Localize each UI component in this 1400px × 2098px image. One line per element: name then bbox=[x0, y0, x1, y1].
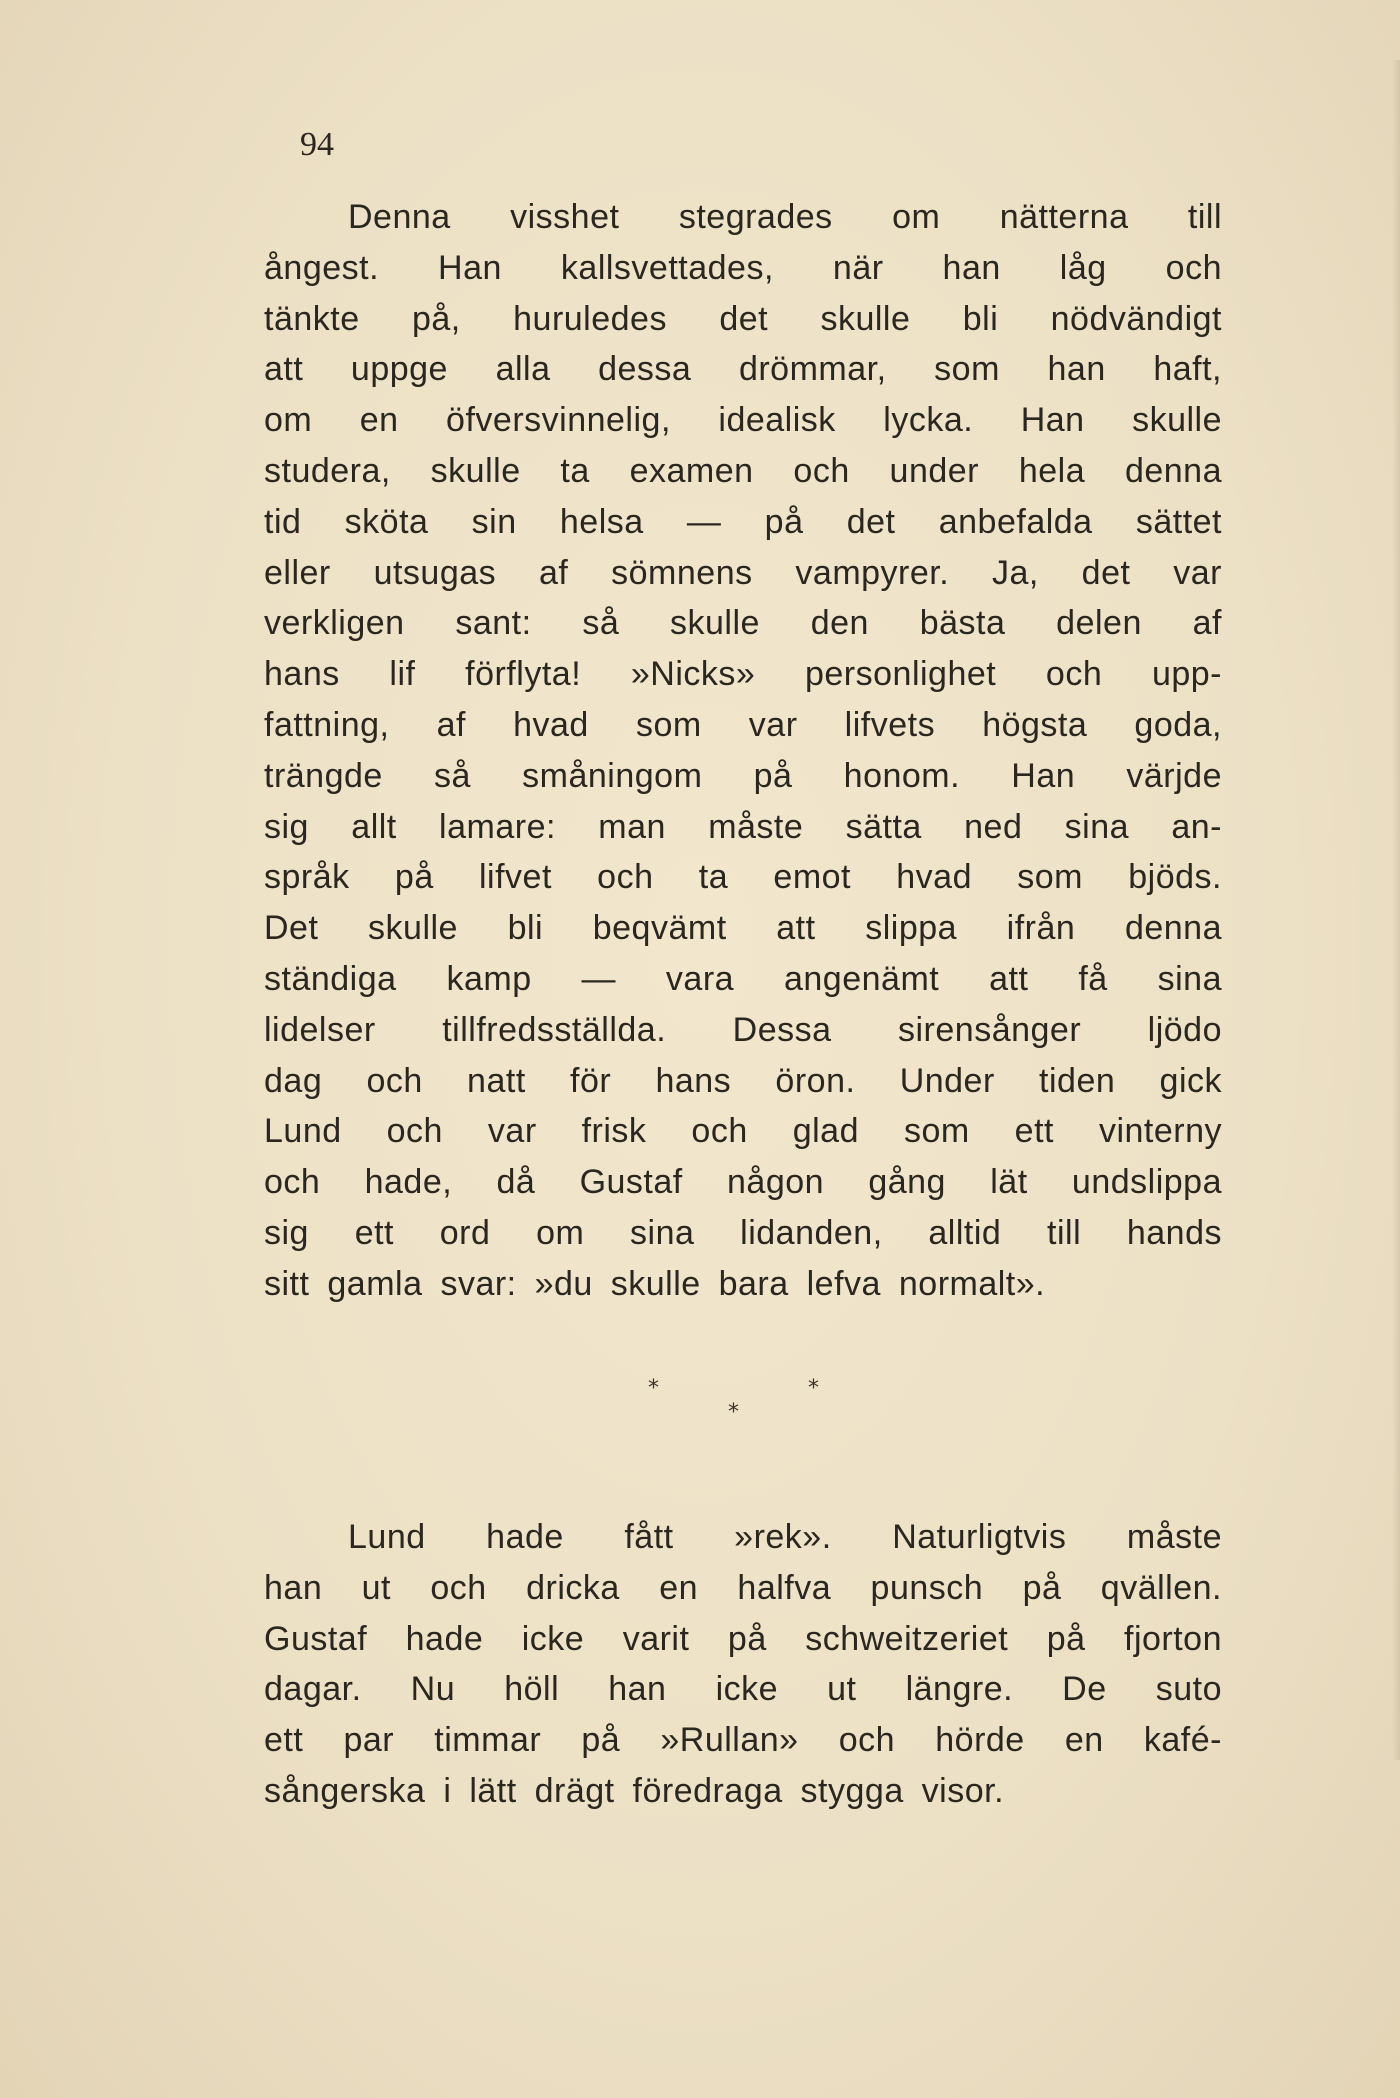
text-line: eller utsugas af sömnens vampyrer. Ja, det var bbox=[264, 553, 1222, 592]
asterisk-center: * bbox=[728, 1400, 739, 1425]
asterisk-left: * bbox=[648, 1376, 659, 1401]
section-break-asterism bbox=[640, 1376, 819, 1436]
text-line: tid sköta sin helsa — på det anbefalda sättet bbox=[264, 502, 1222, 541]
text-line: sig ett ord om sina lidanden, alltid till hands bbox=[264, 1213, 1222, 1252]
text-line: dag och natt för hans öron. Under tiden gick bbox=[264, 1061, 1222, 1100]
text-line: dagar. Nu höll han icke ut längre. De suto bbox=[264, 1670, 1222, 1709]
text-line: Det skulle bli beqvämt att slippa ifrån denna bbox=[264, 909, 1222, 948]
text-line: han ut och dricka en halfva punsch på qvällen. bbox=[264, 1568, 1222, 1607]
asterisk-right: * bbox=[808, 1376, 819, 1401]
text-line: att uppge alla dessa drömmar, som han haft, bbox=[264, 350, 1222, 389]
text-line: hans lif förflyta! »Nicks» personlighet och upp- bbox=[264, 655, 1222, 694]
text-line: lidelser tillfredsställda. Dessa sirensånger ljödo bbox=[264, 1010, 1222, 1049]
text-line: studera, skulle ta examen och under hela denna bbox=[264, 451, 1222, 490]
text-line: Gustaf hade icke varit på schweitzeriet på fjorton bbox=[264, 1619, 1222, 1658]
text-line: trängde så småningom på honom. Han värjde bbox=[264, 756, 1222, 795]
text-line: sångerska i lätt drägt föredraga stygga visor. bbox=[264, 1771, 1005, 1810]
text-line: verkligen sant: så skulle den bästa delen af bbox=[264, 604, 1222, 643]
text-line: tänkte på, huruledes det skulle bli nödvändigt bbox=[264, 299, 1222, 338]
text-line: Lund och var frisk och glad som ett vinterny bbox=[264, 1112, 1222, 1151]
page-number: 94 bbox=[300, 126, 334, 163]
text-line: ständiga kamp — vara angenämt att få sina bbox=[264, 959, 1222, 998]
paragraph-1 bbox=[264, 192, 1222, 1310]
text-line: sig allt lamare: man måste sätta ned sina an- bbox=[264, 807, 1222, 846]
text-line: ett par timmar på »Rullan» och hörde en kafé- bbox=[264, 1721, 1222, 1760]
page-edge-shadow bbox=[1392, 60, 1400, 1760]
text-line: sitt gamla svar: »du skulle bara lefva normalt». bbox=[264, 1264, 1046, 1303]
text-line: Denna visshet stegrades om nätterna till bbox=[348, 198, 1222, 236]
text-line: fattning, af hvad som var lifvets högsta goda, bbox=[264, 705, 1222, 744]
text-line: ångest. Han kallsvettades, när han låg och bbox=[264, 248, 1222, 287]
text-line: om en öfversvinnelig, idealisk lycka. Han skulle bbox=[264, 401, 1222, 440]
text-line: och hade, då Gustaf någon gång lät undslippa bbox=[264, 1163, 1222, 1202]
paragraph-2 bbox=[264, 1512, 1222, 1817]
text-line: Lund hade fått »rek». Naturligtvis måste bbox=[348, 1518, 1222, 1556]
text-line: språk på lifvet och ta emot hvad som bjöds. bbox=[264, 858, 1222, 897]
